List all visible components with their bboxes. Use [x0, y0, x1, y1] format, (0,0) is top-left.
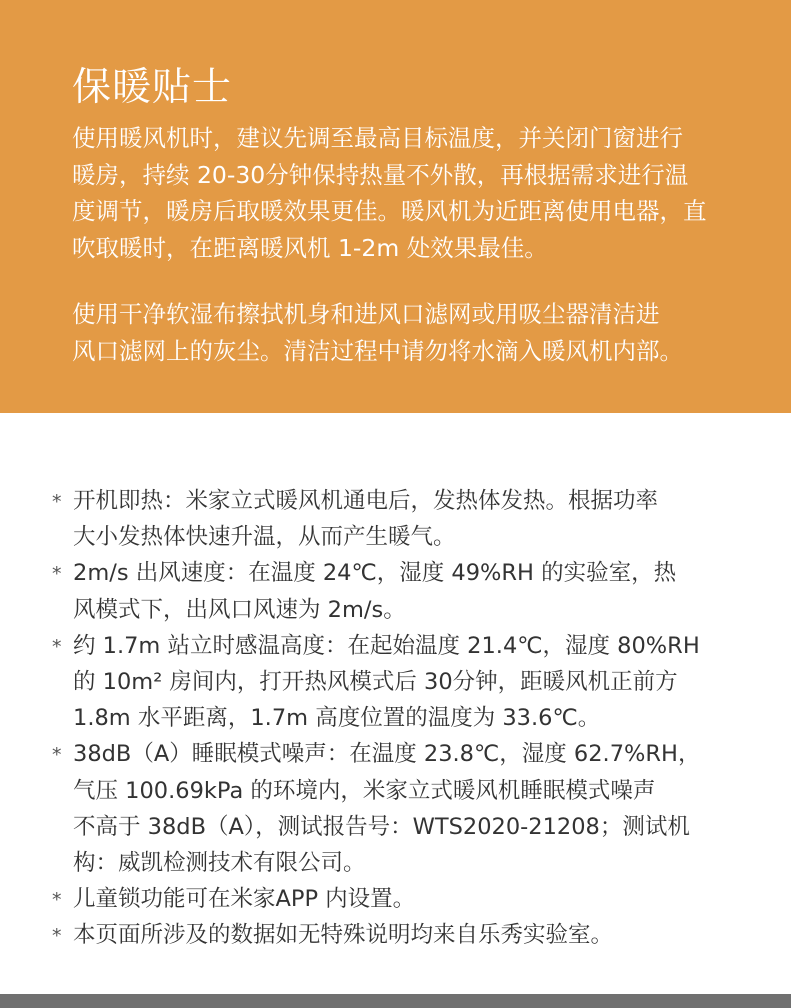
asterisk-icon: *: [52, 889, 62, 912]
footnote-line: 不高于 38dB（A），测试报告号：WTS2020-21208；测试机: [73, 813, 690, 840]
asterisk-icon: *: [52, 744, 62, 767]
tips-usage-line: 度调节，暖房后取暖效果更佳。暖风机为近距离使用电器，直: [72, 197, 707, 225]
footnote-line: 气压 100.69kPa 的环境内，米家立式暖风机睡眠模式噪声: [73, 777, 656, 804]
footnote-data-source: [52, 917, 752, 953]
tips-usage-line: 吹取暖时，在距离暖风机 1-2m 处效果最佳。: [72, 233, 548, 262]
footnote-line: 开机即热：米家立式暖风机通电后，发热体发热。根据功率: [73, 488, 659, 514]
footnote-line: 1.8m 水平距离，1.7m 高度位置的温度为 33.6℃。: [73, 705, 601, 732]
asterisk-icon: *: [52, 563, 62, 586]
footnote-sleep-noise: [52, 736, 752, 881]
asterisk-icon: *: [52, 925, 62, 948]
tips-title: 保暖贴士: [72, 65, 233, 110]
tips-usage-paragraph: [72, 120, 732, 266]
tips-cleaning-paragraph: [72, 296, 732, 369]
footnote-line: 2m/s 出风速度：在温度 24℃，湿度 49%RH 的实验室，热: [73, 560, 677, 587]
footnote-wind-speed: [52, 555, 752, 627]
footnote-line: 儿童锁功能可在米家APP 内设置。: [73, 886, 416, 913]
tips-cleaning-line: 使用干净软湿布擦拭机身和进风口滤网或用吸尘器清洁进: [72, 300, 660, 328]
footnote-line: 构：威凯检测技术有限公司。: [73, 850, 366, 877]
tips-usage-line: 暖房，持续 20-30分钟保持热量不外散，再根据需求进行温: [72, 160, 689, 189]
footnote-line: 的 10m² 房间内，打开热风模式后 30分钟，距暖风机正前方: [73, 669, 678, 696]
tips-cleaning-line: 风口滤网上的灰尘。清洁过程中请勿将水滴入暖风机内部。: [72, 336, 683, 365]
footnotes-list: [52, 483, 752, 954]
footnote-line: 大小发热体快速升温，从而产生暖气。: [73, 524, 456, 551]
tips-usage-line: 使用暖风机时，建议先调至最高目标温度，并关闭门窗进行: [72, 124, 683, 152]
footnote-line: 38dB（A）睡眠模式噪声：在温度 23.8℃，湿度 62.7%RH，: [73, 741, 701, 768]
footnote-child-lock: [52, 881, 752, 917]
asterisk-icon: *: [52, 635, 62, 658]
footnote-line: 风模式下，出风口风速为 2m/s。: [73, 596, 406, 623]
warmth-tips-panel: [0, 0, 791, 413]
asterisk-icon: *: [52, 491, 62, 513]
footnote-line: 约 1.7m 站立时感温高度：在起始温度 21.4℃，湿度 80%RH: [73, 632, 700, 659]
footnote-line: 本页面所涉及的数据如无特殊说明均来自乐秀实验室。: [73, 922, 614, 949]
footnote-instant-heat: [52, 483, 752, 555]
bottom-divider-bar: [0, 994, 791, 1008]
footnote-standing-temperature: [52, 628, 752, 737]
